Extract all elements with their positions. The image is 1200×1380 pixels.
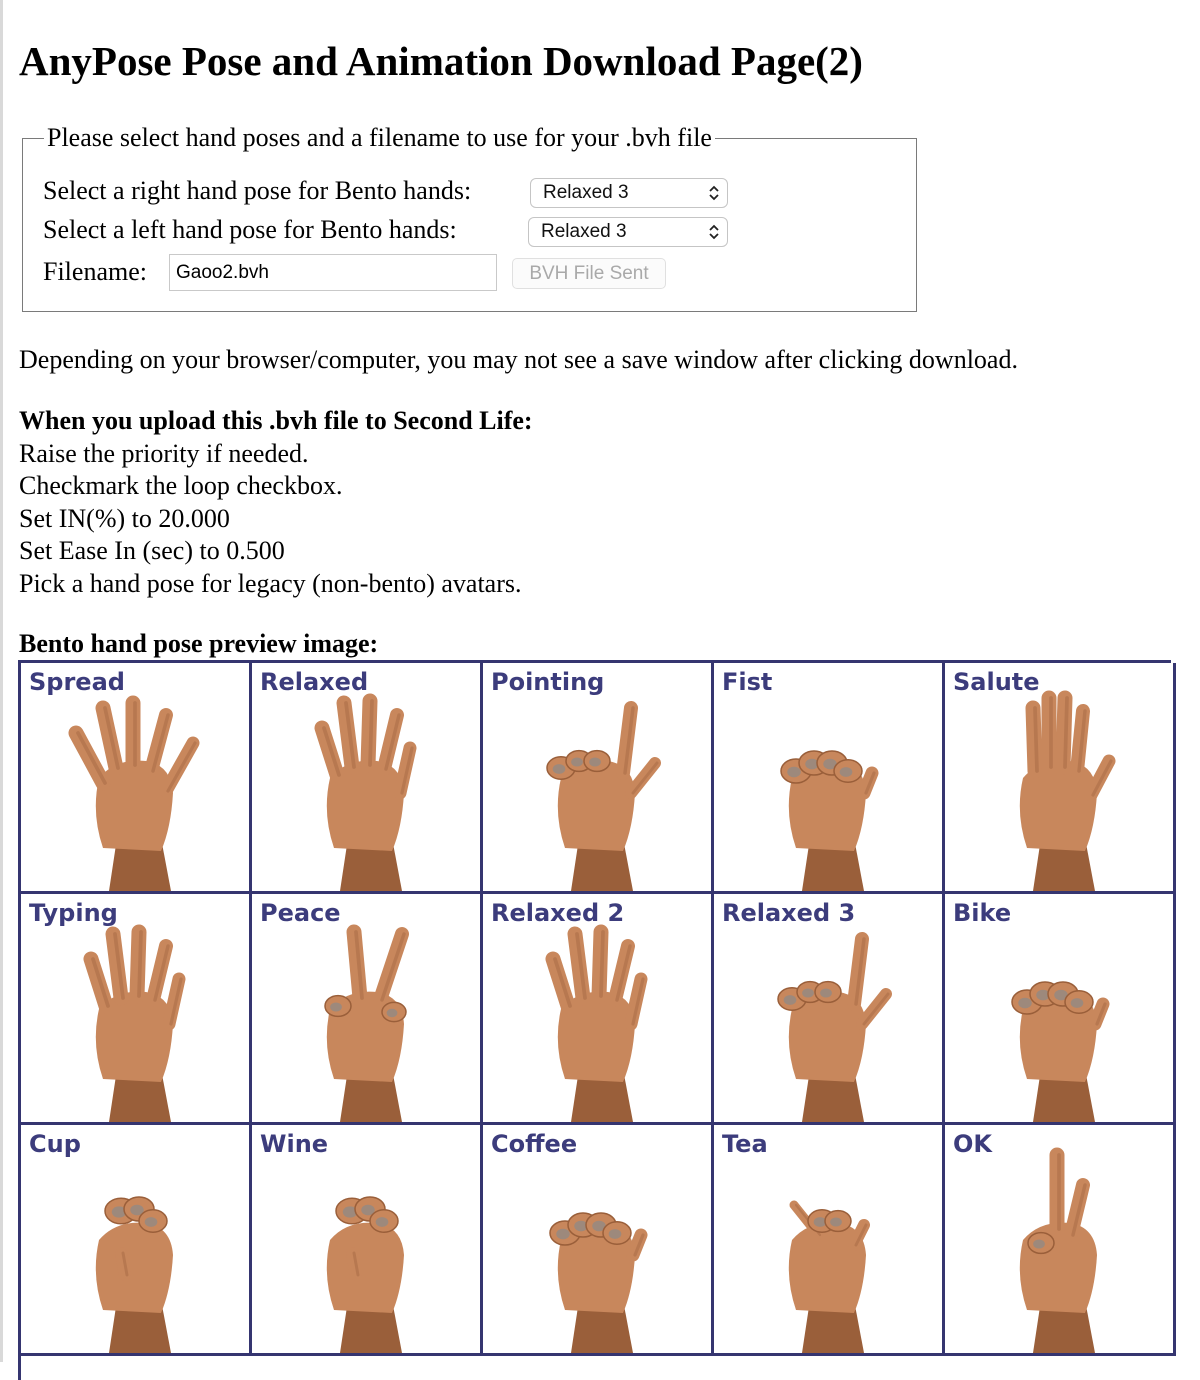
hand-pose-image <box>483 894 711 1122</box>
hand-pose-label: Typing <box>29 899 118 927</box>
hand-pose-cell <box>21 1125 252 1356</box>
hand-pose-image <box>21 663 249 891</box>
hand-pose-image <box>945 663 1173 891</box>
instruction-line: Set Ease In (sec) to 0.500 <box>19 536 285 565</box>
filename-label: Filename: <box>43 257 147 286</box>
hand-pose-cell <box>483 663 714 894</box>
chevron-updown-icon <box>707 182 721 204</box>
hand-pose-label: Relaxed 2 <box>491 899 625 927</box>
hand-pose-label: Wine <box>260 1130 329 1158</box>
hand-pose-cell <box>945 1125 1176 1356</box>
hand-pose-label: OK <box>953 1130 992 1158</box>
instructions-heading: When you upload this .bvh file to Second Life: <box>19 406 533 435</box>
chevron-updown-icon <box>707 221 721 243</box>
instruction-line: Pick a hand pose for legacy (non-bento) avatars. <box>19 569 522 598</box>
fieldset-legend: Please select hand poses and a filename to use for your .bvh file <box>44 122 715 154</box>
hand-pose-label: Bike <box>953 899 1012 927</box>
hand-pose-label: Fist <box>722 668 773 696</box>
hand-pose-image <box>714 894 942 1122</box>
page-title: AnyPose Pose and Animation Download Page(2) <box>19 38 863 84</box>
instruction-line: Raise the priority if needed. <box>19 439 309 468</box>
bvh-file-sent-button[interactable]: BVH File Sent <box>512 258 666 289</box>
instruction-line: Checkmark the loop checkbox. <box>19 471 343 500</box>
download-notice: Depending on your browser/computer, you may not see a save window after clicking download. <box>19 345 1018 374</box>
filename-input[interactable]: Gaoo2.bvh <box>169 254 497 291</box>
hand-pose-label: Coffee <box>491 1130 578 1158</box>
left-hand-select-value: Relaxed 3 <box>541 221 627 242</box>
hand-pose-cell <box>714 1125 945 1356</box>
hand-pose-cell <box>483 1125 714 1356</box>
hand-pose-image <box>714 1125 942 1353</box>
hand-pose-image <box>21 1125 249 1353</box>
hand-pose-cell <box>21 894 252 1125</box>
hand-pose-image <box>252 1125 480 1353</box>
hand-pose-label: Peace <box>260 899 341 927</box>
hand-pose-cell <box>714 894 945 1125</box>
hand-pose-preview-grid <box>18 660 1171 1380</box>
hand-pose-image <box>714 663 942 891</box>
hand-pose-label: Relaxed <box>260 668 369 696</box>
hand-pose-label: Relaxed 3 <box>722 899 856 927</box>
right-hand-select-value: Relaxed 3 <box>543 182 629 203</box>
left-hand-label: Select a left hand pose for Bento hands: <box>43 215 457 244</box>
hand-pose-image <box>483 663 711 891</box>
hand-pose-label: Tea <box>722 1130 768 1158</box>
hand-pose-image <box>483 1125 711 1353</box>
hand-pose-cell <box>21 663 252 894</box>
instruction-line: Set IN(%) to 20.000 <box>19 504 230 533</box>
hand-pose-cell <box>252 663 483 894</box>
hand-pose-cell <box>945 894 1176 1125</box>
right-hand-select[interactable] <box>530 178 728 208</box>
hand-pose-cell <box>252 894 483 1125</box>
hand-pose-cell <box>483 894 714 1125</box>
hand-pose-image <box>945 1125 1173 1353</box>
hand-pose-cell <box>945 663 1176 894</box>
hand-pose-label: Spread <box>29 668 125 696</box>
left-hand-select[interactable] <box>528 217 728 247</box>
window-left-edge <box>0 0 3 1362</box>
right-hand-label: Select a right hand pose for Bento hands: <box>43 176 472 205</box>
hand-pose-cell <box>252 1125 483 1356</box>
hand-pose-label: Cup <box>29 1130 81 1158</box>
hand-pose-image <box>252 663 480 891</box>
hand-pose-label: Salute <box>953 668 1040 696</box>
hand-pose-image <box>945 894 1173 1122</box>
hand-pose-label: Pointing <box>491 668 605 696</box>
hand-pose-image <box>252 894 480 1122</box>
preview-heading: Bento hand pose preview image: <box>19 629 379 658</box>
hand-pose-cell <box>714 663 945 894</box>
hand-pose-image <box>21 894 249 1122</box>
